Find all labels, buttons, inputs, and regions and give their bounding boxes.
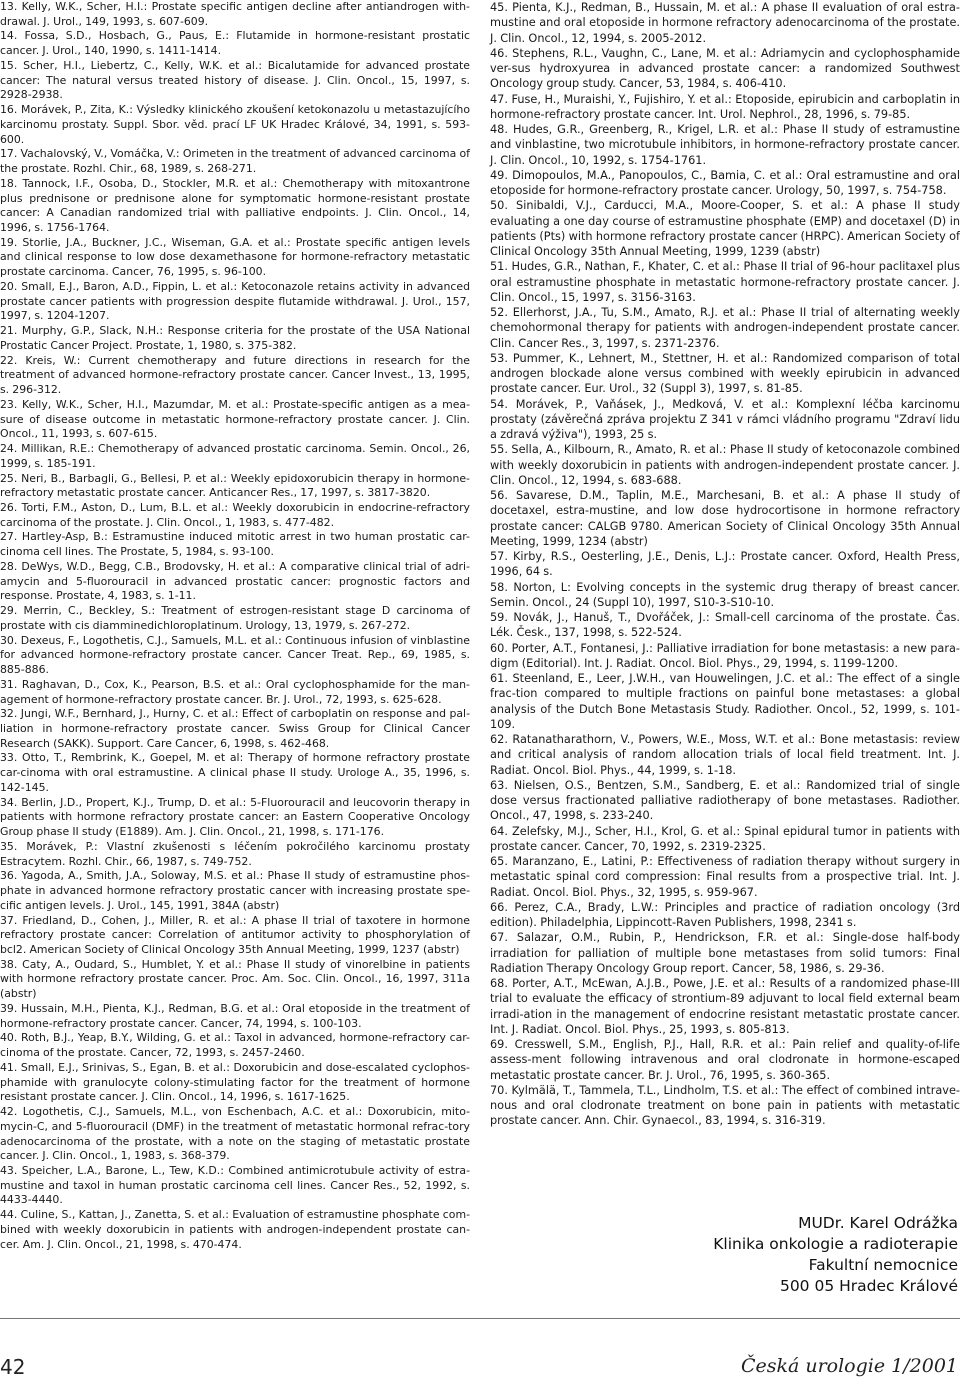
journal-name: Česká urologie 1/2001 — [740, 1355, 958, 1377]
reference-item: 23. Kelly, W.K., Scher, H.I., Mazumdar, M. et al.: Prostate-specific antigen as a mea-sure of disease outcome in metastatic hormone-refractory prostate cancer. J. Clin. Oncol., 11, 1993, s. 607-615. — [0, 397, 470, 441]
reference-item: 37. Friedland, D., Cohen, J., Miller, R. et al.: A phase II trial of taxotere in hormone refractory prostate cancer: Correlation of antitumor activity to phosphorylation of bcl2. American Society of Clinical Oncology 35th Annual Meeting, 1999, 1237 (abstr) — [0, 913, 470, 956]
reference-item: 44. Culine, S., Kattan, J., Zanetta, S. et al.: Evaluation of estramustine phosphate com-bined with weekly doxorubicin in patients with androgen-independent prostate can-cer. Am. J. Clin. Oncol., 21, 1998, s. 470-474. — [0, 1208, 470, 1251]
reference-item: 21. Murphy, G.P., Slack, N.H.: Response criteria for the prostate of the USA National Prostatic Cancer Project. Prostate, 1, 1980, s. 375-382. — [0, 324, 470, 352]
reference-item: 63. Nielsen, O.S., Bentzen, S.M., Sandberg, E. et al.: Randomized trial of single dose versus fractionated palliative radiotherapy of bone metastases. Radiother. Oncol., 47, 1998, s. 233-240. — [490, 778, 960, 823]
reference-item: 52. Ellerhorst, J.A., Tu, S.M., Amato, R.J. et al.: Phase II trial of alternating weekly chemohormonal therapy for patients with androgen-independent prostate cancer. Clin. Cancer Res., 3, 1997, s. 2371-2376. — [490, 306, 960, 350]
reference-item: 69. Cresswell, S.M., English, P.J., Hall, R.R. et al.: Pain relief and quality-of-life assess-ment following intravenous and oral clodronate in hormone-escaped metastatic prostate cancer. Br. J. Urol., 76, 1995, s. 360-365. — [490, 1038, 960, 1082]
reference-item: 35. Morávek, P.: Vlastní zkušenosti s léčením pokročilého karcinomu prostaty Estracytem. Rozhl. Chir., 66, 1987, s. 749-752. — [0, 839, 470, 868]
reference-item: 68. Porter, A.T., McEwan, A.J.B., Powe, J.E. et al.: Results of a randomized phase-III trial to evaluate the efficacy of strontium-89 adjuvant to local field external beam irradi-ation in the management of endocrine resistant metastatic prostate cancer. Int. J. Radiat. Oncol. Biol. Phys., 25, 1993, s. 805-813. — [490, 977, 960, 1036]
reference-item: 30. Dexeus, F., Logothetis, C.J., Samuels, M.L. et al.: Continuous infusion of vinblastine for advanced hormone-refractory prostate cancer. Cancer Treat. Rep., 69, 1985, s. 885-886. — [0, 633, 470, 677]
reference-item: 20. Small, E.J., Baron, A.D., Fippin, L. et al.: Ketoconazole retains activity in advanced prostate cancer patients with progression despite flutamide withdrawal. J. Urol., 157, 1997, s. 1204-1207. — [0, 279, 470, 323]
reference-item: 58. Norton, L: Evolving concepts in the systemic drug therapy of breast cancer. Semin. Oncol., 24 (Suppl 10), 1997, S10-3-S10-10. — [490, 580, 960, 609]
reference-item: 13. Kelly, W.K., Scher, H.I.: Prostate specific antigen decline after antiandrogen with-drawal. J. Urol., 149, 1993, s. 607-609. — [0, 0, 470, 28]
reference-item: 67. Salazar, O.M., Rubin, P., Hendrickson, F.R. et al.: Single-dose half-body irradiation for palliation of multiple bone metastases from solid tumors: Final Radiation Therapy Oncology Group report. Cancer, 58, 1986, s. 29-36. — [490, 931, 960, 975]
references-left-column — [0, 0, 470, 1252]
reference-item: 28. DeWys, W.D., Begg, C.B., Brodovsky, H. et al.: A comparative clinical trial of adri-amycin and 5-fluorouracil in advanced prostatic cancer: prognostic factors and response. Prostate, 4, 1983, s. 1-11. — [0, 559, 470, 603]
reference-item: 17. Vachalovský, V., Vomáčka, V.: Orimeten in the treatment of advanced carcinoma of the prostate. Rozhl. Chir., 68, 1989, s. 268-271. — [0, 147, 470, 176]
author-hospital: Fakultní nemocnice — [808, 1256, 958, 1274]
author-city: 500 05 Hradec Králové — [779, 1277, 958, 1295]
reference-item: 59. Novák, J., Hanuš, T., Dvořáček, J.: Small-cell carcinoma of the prostate. Čas. Lék. Česk., 137, 1998, s. 522-524. — [490, 611, 960, 640]
reference-item: 56. Savarese, D.M., Taplin, M.E., Marchesani, B. et al.: A phase II study of docetaxel, estra-mustine, and low dose hydrocortisone in hormone refractory prostate cancer: CALGB 9780. American Society of Clinical Oncology 35th Annual Meeting, 1999, 1234 (abstr) — [490, 489, 960, 548]
reference-item: 26. Torti, F.M., Aston, D., Lum, B.L. et al.: Weekly doxorubicin in endocrine-refractory carcinoma of the prostate. J. Clin. Oncol., 1, 1983, s. 477-482. — [0, 500, 470, 529]
reference-item: 34. Berlin, J.D., Propert, K.J., Trump, D. et al.: 5-Fluorouracil and leucovorin therapy in patients with hormone refractory prostate cancer: an Eastern Cooperative Oncology Group phase II study (E1889). Am. J. Clin. Oncol., 21, 1998, s. 171-176. — [0, 795, 470, 839]
reference-item: 16. Morávek, P., Zita, K.: Výsledky klinického zkoušení ketokonazolu u metastazujícího karcinomu prostaty. Suppl. Sbor. věd. prací LF UK Hradec Králové, 34, 1991, s. 593-600. — [0, 103, 470, 146]
reference-item: 70. Kylmälä, T., Tammela, T.L., Lindholm, T.S. et al.: The effect of combined intrave-nous and oral clodronate treatment on bone pain in patients with metastatic prostate cancer. Ann. Chir. Gynaecol., 83, 1994, s. 316-319. — [490, 1083, 960, 1128]
reference-item: 29. Merrin, C., Beckley, S.: Treatment of estrogen-resistant stage D carcinoma of prostate with cis diamminedichloroplatinum. Urology, 13, 1979, s. 267-272. — [0, 604, 470, 632]
reference-item: 48. Hudes, G.R., Greenberg, R., Krigel, L.R. et al.: Phase II study of estramustine and vinblastine, two microtubule inhibitors, in hormone-refractory prostate cancer. J. Clin. Oncol., 10, 1992, s. 1754-1761. — [490, 123, 960, 167]
author-address — [713, 1213, 958, 1297]
reference-item: 24. Millikan, R.E.: Chemotherapy of advanced prostatic carcinoma. Semin. Oncol., 26, 1999, s. 185-191. — [0, 442, 470, 470]
reference-item: 25. Neri, B., Barbagli, G., Bellesi, P. et al.: Weekly epidoxorubicin therapy in hormone-refractory metastatic prostate cancer. Anticancer Res., 17, 1997, s. 3817-3820. — [0, 471, 470, 500]
references-right-column — [490, 0, 960, 1129]
reference-item: 22. Kreis, W.: Current chemotherapy and future directions in research for the treatment of advanced hormone-refractory prostate cancer. Cancer Invest., 13, 1995, s. 296-312. — [0, 353, 470, 397]
reference-item: 41. Small, E.J., Srinivas, S., Egan, B. et al.: Doxorubicin and dose-escalated cyclophos-phamide with granulocyte colony-stimulating factor for the treatment of hormone resistant prostate cancer. J. Clin. Oncol., 14, 1996, s. 1617-1625. — [0, 1060, 470, 1104]
reference-item: 45. Pienta, K.J., Redman, B., Hussain, M. et al.: A phase II evaluation of oral estra-mustine and oral etoposide in hormone refractory adenocarcinoma of the prostate. J. Clin. Oncol., 12, 1994, s. 2005-2012. — [490, 1, 960, 45]
reference-item: 51. Hudes, G.R., Nathan, F., Khater, C. et al.: Phase II trial of 96-hour paclitaxel plus oral estramustine phosphate in metastatic hormone-refractory prostate cancer. J. Clin. Oncol., 15, 1997, s. 3156-3163. — [490, 260, 960, 304]
reference-item: 33. Otto, T., Rembrink, K., Goepel, M. et al: Therapy of hormone refractory prostate car-cinoma with oral estramustine. A clinical phase II study. Urologe A., 35, 1996, s. 142-145. — [0, 751, 470, 794]
reference-item: 60. Porter, A.T., Fontanesi, J.: Palliative irradiation for bone metastasis: a new para-digm (Editorial). Int. J. Radiat. Oncol. Biol. Phys., 29, 1994, s. 1199-1200. — [490, 641, 960, 670]
reference-item: 39. Hussain, M.H., Pienta, K.J., Redman, B.G. et al.: Oral etoposide in the treatment of hormone-refractory prostate cancer. Cancer, 74, 1994, s. 100-103. — [0, 1001, 470, 1030]
reference-item: 61. Steenland, E., Leer, J.W.H., van Houwelingen, J.C. et al.: The effect of a single frac-tion compared to multiple fractions on painful bone metastases: a global analysis of the Dutch Bone Metastasis Study. Radiother. Oncol., 52, 1999, s. 101-109. — [490, 672, 960, 731]
author-name: MUDr. Karel Odrážka — [798, 1214, 958, 1232]
reference-item: 14. Fossa, S.D., Hosbach, G., Paus, E.: Flutamide in hormone-resistant prostatic cancer. J. Urol., 140, 1990, s. 1411-1414. — [0, 29, 470, 58]
reference-item: 62. Ratanatharathorn, V., Powers, W.E., Moss, W.T. et al.: Bone metastasis: review and critical analysis of random allocation trials of local field treatment. Int. J. Radiat. Oncol. Biol. Phys., 44, 1999, s. 1-18. — [490, 733, 960, 777]
reference-item: 31. Raghavan, D., Cox, K., Pearson, B.S. et al.: Oral cyclophosphamide for the man-agement of hormone-refractory prostate cancer. Br. J. Urol., 72, 1993, s. 625-628. — [0, 677, 470, 706]
reference-item: 49. Dimopoulos, M.A., Panopoulos, C., Bamia, C. et al.: Oral estramustine and oral etoposide for hormone-refractory prostate cancer. Urology, 50, 1997, s. 754-758. — [490, 168, 960, 197]
author-department: Klinika onkologie a radioterapie — [713, 1235, 958, 1253]
reference-item: 54. Morávek, P., Vaňásek, J., Medková, V. et al.: Komplexní léčba karcinomu prostaty (závěrečná zpráva projektu Z 341 v rámci vládního programu "Zdraví lidu a zdravá výživa"), 1993, 25 s. — [490, 397, 960, 441]
reference-item: 47. Fuse, H., Muraishi, Y., Fujishiro, Y. et al.: Etoposide, epirubicin and carboplatin in hormone-refractory prostate cancer. Int. Urol. Nephrol., 28, 1996, s. 79-85. — [490, 92, 960, 121]
reference-item: 55. Sella, A., Kilbourn, R., Amato, R. et al.: Phase II study of ketoconazole combined with weekly doxorubicin in patients with androgen-independent prostate cancer. J. Clin. Oncol., 12, 1994, s. 683-688. — [490, 443, 960, 487]
reference-item: 27. Hartley-Asp, B.: Estramustine induced mitotic arrest in two human prostatic car-cinoma cell lines. The Prostate, 5, 1984, s. 93-100. — [0, 530, 470, 559]
page-number: 42 — [0, 1355, 26, 1379]
reference-item: 15. Scher, H.I., Liebertz, C., Kelly, W.K. et al.: Bicalutamide for advanced prostate cancer: The natural versus treated history of disease. J. Clin. Oncol., 15, 1997, s. 2928-2938. — [0, 58, 470, 102]
reference-item: 66. Perez, C.A., Brady, L.W.: Principles and practice of radiation oncology (3rd edition). Philadelphia, Lippincott-Raven Publishers, 1998, 2341 s. — [490, 900, 960, 929]
footer-divider — [0, 1318, 960, 1319]
reference-item: 32. Jungi, W.F., Bernhard, J., Hurny, C. et al.: Effect of carboplatin on response and pal-liation in hormone-refractory prostate cancer. Swiss Group for Clinical Cancer Research (SAKK). Support. Care Cancer, 6, 1998, s. 462-468. — [0, 707, 470, 750]
reference-item: 46. Stephens, R.L., Vaughn, C., Lane, M. et al.: Adriamycin and cyclophosphamide ver-sus hydroxyurea in advanced prostate cancer: a randomized Southwest Oncology group study. Cancer, 53, 1984, s. 406-410. — [490, 46, 960, 91]
reference-item: 53. Pummer, K., Lehnert, M., Stettner, H. et al.: Randomized comparison of total androgen blockade alone versus combined with weekly epirubicin in advanced prostate cancer. Eur. Urol., 32 (Suppl 3), 1997, s. 81-85. — [490, 351, 960, 396]
reference-item: 43. Speicher, L.A., Barone, L., Tew, K.D.: Combined antimicrotubule activity of estra-mustine and taxol in human prostatic carcinoma cell lines. Cancer Res., 52, 1992, s. 4433-4440. — [0, 1164, 470, 1207]
reference-item: 19. Storlie, J.A., Buckner, J.C., Wiseman, G.A. et al.: Prostate specific antigen levels and clinical response to low dose dexamethasone for hormone-refractory metastatic prostate carcinoma. Cancer, 76, 1995, s. 96-100. — [0, 235, 470, 279]
reference-item: 18. Tannock, I.F., Osoba, D., Stockler, M.R. et al.: Chemotherapy with mitoxantrone plus prednisone or prednisone alone for symptomatic hormone-resistant prostate cancer: A Canadian randomized trial with palliative endpoints. J. Clin. Oncol., 14, 1996, s. 1756-1764. — [0, 176, 470, 235]
reference-item: 50. Sinibaldi, V.J., Carducci, M.A., Moore-Cooper, S. et al.: A phase II study evaluating a one day course of estramustine phosphate (EMP) and docetaxel (D) in patients (Pts) with hormone refractory prostate cancer (HRPC). American Society of Clinical Oncology 35th Annual Meeting, 1999, 1239 (abstr) — [490, 199, 960, 258]
reference-item: 65. Maranzano, E., Latini, P.: Effectiveness of radiation therapy without surgery in metastatic spinal cord compression: Final results from a prospective trial. Int. J. Radiat. Oncol. Biol. Phys., 32, 1995, s. 959-967. — [490, 855, 960, 899]
reference-item: 57. Kirby, R.S., Oesterling, J.E., Denis, L.J.: Prostate cancer. Oxford, Health Press, 1996, 64 s. — [490, 550, 960, 579]
reference-item: 64. Zelefsky, M.J., Scher, H.I., Krol, G. et al.: Spinal epidural tumor in patients with prostate cancer. Cancer, 70, 1992, s. 2319-2325. — [490, 824, 960, 853]
reference-item: 36. Yagoda, A., Smith, J.A., Soloway, M.S. et al.: Phase II study of estramustine phos-phate in advanced hormone refractory prostatic cancer with increasing prostate spe-cific antigen levels. J. Urol., 145, 1991, 384A (abstr) — [0, 869, 470, 912]
reference-item: 40. Roth, B.J., Yeap, B.Y., Wilding, G. et al.: Taxol in advanced, hormone-refractory car-cinoma of the prostate. Cancer, 72, 1993, s. 2457-2460. — [0, 1031, 470, 1060]
reference-item: 42. Logothetis, C.J., Samuels, M.L., von Eschenbach, A.C. et al.: Doxorubicin, mito-mycin-C, and 5-fluorouracil (DMF) in the treatment of metastatic hormonal refrac-tory adenocarcinoma of the prostate, with a note on the staging of metastatic prostate cancer. J. Clin. Oncol., 1, 1983, s. 368-379. — [0, 1105, 470, 1163]
reference-item: 38. Caty, A., Oudard, S., Humblet, Y. et al.: Phase II study of vinorelbine in patients with hormone refractory prostate cancer. Proc. Am. Soc. Clin. Oncol., 16, 1997, 311a (abstr) — [0, 957, 470, 1001]
